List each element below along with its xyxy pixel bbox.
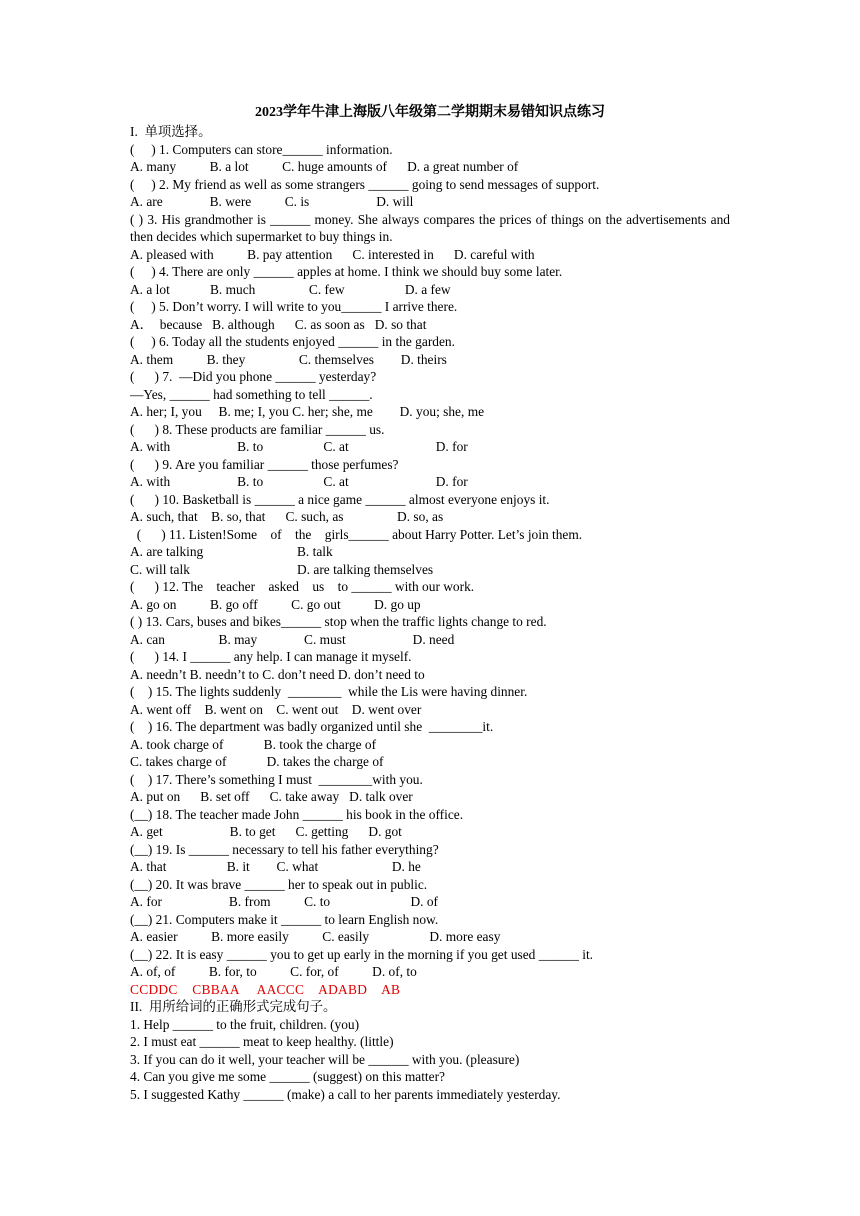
question-line: A. a lot B. much C. few D. a few (130, 281, 451, 297)
question-line: ( ) 3. His grandmother is ______ money. She always compares the prices of things on the advertisements and then decides which supermarket to buy things in. (130, 211, 730, 244)
question-line: A. are talking B. talk (130, 544, 333, 559)
question-line: A. many B. a lot C. huge amounts of D. a great number of (130, 159, 519, 174)
question-line: ( ) 11. Listen!Some of the girls______ about Harry Potter. Let’s join them. (130, 526, 583, 542)
question-line: A. for B. from C. to D. of (130, 894, 438, 909)
section-2-questions (130, 1016, 730, 1104)
page-title: 2023学年牛津上海版八年级第二学期期末易错知识点练习 (255, 105, 605, 120)
question-line: A. can B. may C. must D. need (130, 631, 455, 647)
question-line: C. will talk D. are talking themselves (130, 561, 434, 577)
question-line: ( ) 12. The teacher asked us to ______ with our work. (130, 579, 475, 594)
question-line: A. needn’t B. needn’t to C. don’t need D. don’t need to (130, 666, 425, 682)
question-line: A. put on B. set off C. take away D. talk over (130, 789, 413, 804)
question-line: A. that B. it C. what D. he (130, 859, 421, 874)
exercise-line: 3. If you can do it well, your teacher will be ______ with you. (pleasure) (130, 1051, 520, 1067)
question-line: (__) 21. Computers make it ______ to learn English now. (130, 911, 439, 927)
question-line: ( ) 2. My friend as well as some strangers ______ going to send messages of support. (130, 176, 600, 192)
question-line: A. get B. to get C. getting D. got (130, 824, 402, 839)
exercise-line: 4. Can you give me some ______ (suggest) on this matter? (130, 1069, 446, 1084)
question-line: ( ) 14. I ______ any help. I can manage it myself. (130, 649, 412, 664)
question-line: A. go on B. go off C. go out D. go up (130, 596, 421, 612)
question-line: ( ) 8. These products are familiar ______ us. (130, 421, 385, 437)
question-line: A. them B. they C. themselves D. theirs (130, 351, 447, 367)
question-line: ( ) 15. The lights suddenly ________ while the Lis were having dinner. (130, 684, 528, 699)
question-line: (__) 18. The teacher made John ______ his book in the office. (130, 806, 464, 822)
question-line: —Yes, ______ had something to tell ______. (130, 386, 373, 402)
question-line: A. of, of B. for, to C. for, of D. of, to (130, 964, 417, 979)
question-line: A. such, that B. so, that C. such, as D. so, as (130, 509, 444, 524)
exercise-line: 2. I must eat ______ meat to keep healthy. (little) (130, 1034, 394, 1049)
question-line: A. pleased with B. pay attention C. interested in D. careful with (130, 246, 535, 262)
question-line: A. went off B. went on C. went out D. went over (130, 701, 422, 717)
question-line: ( ) 13. Cars, buses and bikes______ stop when the traffic lights change to red. (130, 614, 547, 629)
question-line: ( ) 5. Don’t worry. I will write to you______ I arrive there. (130, 299, 458, 314)
question-line: A. took charge of B. took the charge of (130, 736, 377, 752)
question-line: ( ) 16. The department was badly organized until she ________it. (130, 719, 494, 734)
question-line: ( ) 9. Are you familiar ______ those perfumes? (130, 456, 399, 472)
question-line: A. are B. were C. is D. will (130, 194, 414, 209)
question-line: A. easier B. more easily C. easily D. more easy (130, 929, 501, 944)
question-line: ( ) 4. There are only ______ apples at home. I think we should buy some later. (130, 264, 563, 279)
question-line: A. with B. to C. at D. for (130, 474, 468, 489)
question-line: ( ) 10. Basketball is ______ a nice game ______ almost everyone enjoys it. (130, 491, 550, 507)
question-line: (__) 19. Is ______ necessary to tell his father everything? (130, 841, 439, 857)
section-1-heading: I. 单项选择。 (130, 124, 212, 139)
question-line: A. her; I, you B. me; I, you C. her; she, me D. you; she, me (130, 404, 485, 419)
exercise-line: 5. I suggested Kathy ______ (make) a call to her parents immediately yesterday. (130, 1086, 561, 1102)
question-line: A. with B. to C. at D. for (130, 439, 468, 454)
question-line: ( ) 6. Today all the students enjoyed ______ in the garden. (130, 334, 455, 349)
worksheet-body (130, 123, 730, 1103)
exercise-line: 1. Help ______ to the fruit, children. (you) (130, 1016, 360, 1032)
question-line: ( ) 17. There’s something I must ________with you. (130, 771, 423, 787)
question-line: A． because B. although C. as soon as D. so that (130, 316, 427, 332)
question-line: (__) 20. It was brave ______ her to speak out in public. (130, 876, 428, 892)
question-line: ( ) 7. —Did you phone ______ yesterday? (130, 369, 377, 384)
section-1-questions (130, 141, 730, 981)
question-line: (__) 22. It is easy ______ you to get up early in the morning if you get used ______ it. (130, 946, 594, 962)
question-line: ( ) 1. Computers can store______ information. (130, 141, 393, 157)
answer-key: CCDDC CBBAA AACCC ADABD AB (130, 981, 401, 997)
section-2-heading: II. 用所给词的正确形式完成句子。 (130, 999, 337, 1014)
question-line: C. takes charge of D. takes the charge of (130, 754, 384, 769)
